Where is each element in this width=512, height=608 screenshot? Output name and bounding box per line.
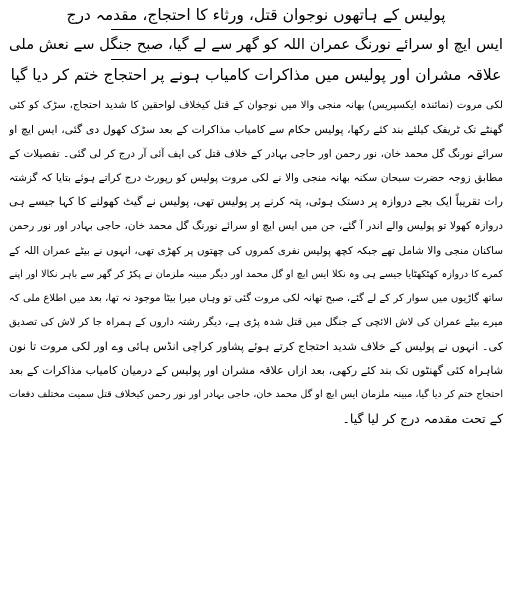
article-line: کی۔ انہوں نے پولیس کے خلاف شدید احتجاج کرتے ہوئے پشاور کراچی انڈس ہائی وے اور لکی مروت تا نون bbox=[9, 339, 503, 353]
article-line: میرے بیٹے عمران کی لاش الائچی کے جنگل میں قتل شدہ پڑی ہے، دیگر رشتہ داروں کے ہمراہ جا کر لاش کی تصدیق bbox=[9, 316, 503, 328]
headline-2: ایس ایچ او سرائے نورنگ عمران اللہ کو گھر سے لے گیا، صبح جنگل سے نعش ملی bbox=[9, 36, 503, 53]
headline-divider-1 bbox=[111, 29, 401, 30]
article-line: لکی مروت (نمائندہ ایکسپریس) بھانہ منجی والا میں نوجوان کے قتل کیخلاف لواحقین کا شدید احتجاج، سڑک کو کئی bbox=[9, 100, 503, 111]
article-line: سرائے نورنگ گل محمد خان، نور رحمن اور حاجی بہادر کے خلاف قتل کی ایف آئی آر درج کر لی گئی۔ تفصیلات کے bbox=[9, 148, 503, 161]
article-line: ساتھ گاڑیوں میں سوار کر کے لے گئے، صبح تھانہ لکی مروت گئی تو وہاں میرا بیٹا موجود نہ تھا، بعد میں اطلاع ملی کہ bbox=[9, 292, 503, 304]
article-line: گھنٹے تک ٹریفک کیلئے بند کئے رکھا، پولیس حکام سے کامیاب مذاکرات کے بعد سڑک کھول دی گئی، ایس ایچ او bbox=[9, 123, 503, 137]
article-line: مطابق زوجہ حضرت سبحان سکنہ بھانہ منجی والا نے لکی مروت پولیس کو رپورٹ درج کراتے ہوئے بتایا کہ گزشتہ bbox=[9, 172, 503, 185]
headline-3: علاقہ مشران اور پولیس میں مذاکرات کامیاب ہونے پر احتجاج ختم کر دیا گیا bbox=[10, 66, 502, 84]
article-line: کمرے کا دروازہ کھٹکھٹایا جیسے ہی وہ نکلا ایس ایچ او گل محمد اور دیگر مبینہ ملزمان نے پکڑ کر گھر سے باہر نکالا اور اپنے bbox=[9, 268, 503, 280]
article-line: احتجاج ختم کر دیا گیا، مبینہ ملزمان ایس ایچ او گل محمد خان، حاجی بہادر اور نور رحمن کیخلاف قتل سمیت مختلف دفعات bbox=[9, 389, 503, 401]
article-line: دروازہ کھولا تو پولیس والے اندر آ گئے، جن میں ایس ایچ او سرائے نورنگ گل محمد خان، حاجی بہادر اور نور رحمن bbox=[9, 220, 503, 233]
article-line: کے تحت مقدمہ درج کر لیا گیا۔ bbox=[342, 411, 503, 427]
headline-divider-2 bbox=[111, 59, 401, 60]
article-line: ساکنان منجی والا شامل تھے جبکہ کچھ پولیس نفری کمروں کی چھتوں پر کھڑی تھی، انہوں نے بیٹے عمران اللہ کے bbox=[9, 244, 503, 257]
article-line: رات تقریباً ایک بجے دروازہ پر دستک ہوئی، پتہ کرنے پر پولیس تھی، پولیس نے گیٹ کھولنے کا کہا جیسے ہی bbox=[9, 195, 503, 209]
article-line: شاہراہ کئی گھنٹوں تک بند کئے رکھی، بعد ازاں علاقہ مشران اور پولیس کے درمیان کامیاب مذاکرات کے بعد bbox=[9, 364, 503, 378]
article-body bbox=[9, 94, 503, 431]
headline-1: پولیس کے ہاتھوں نوجوان قتل، ورثاء کا احتجاج، مقدمہ درج bbox=[66, 6, 446, 24]
